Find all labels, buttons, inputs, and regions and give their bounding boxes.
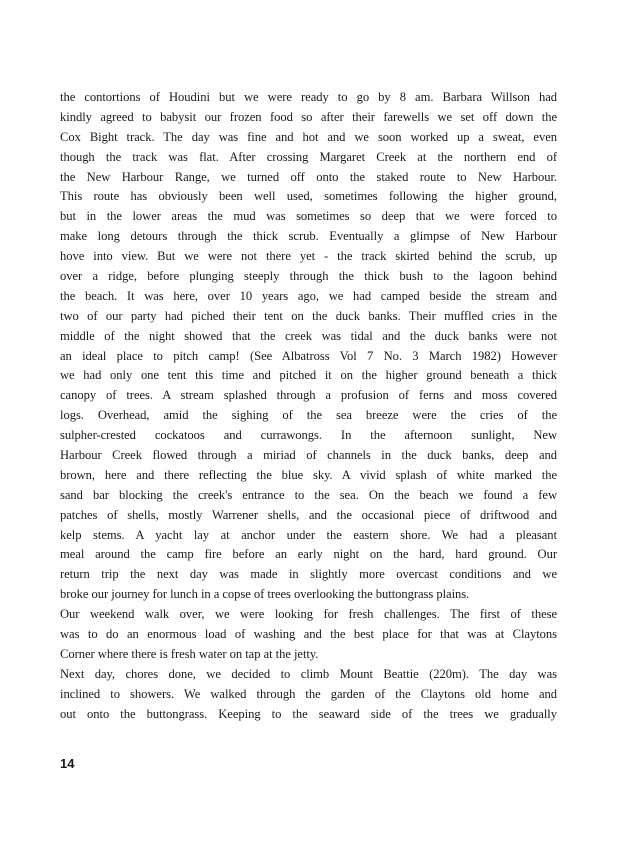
- text-line: the beach. It was here, over 10 years ago, we had camped beside the stream and: [60, 288, 557, 303]
- text-line: we had only one tent this time and pitched it on the higher ground beneath a thick: [60, 368, 557, 383]
- text-line: out onto the buttongrass. Keeping to the seaward side of the trees we gradually: [60, 706, 557, 721]
- page-number: 14: [60, 756, 75, 771]
- text-line: Harbour Creek flowed through a miriad of channels in the duck banks, deep and: [60, 448, 557, 463]
- text-line: return trip the next day was made in slightly more overcast conditions and we: [60, 567, 557, 582]
- text-line: but in the lower areas the mud was sometimes so deep that we were forced to: [60, 209, 557, 224]
- body-text: [60, 88, 557, 725]
- text-line: meal around the camp fire before an early night on the hard, hard ground. Our: [60, 547, 557, 562]
- text-line: make long detours through the thick scrub. Eventually a glimpse of New Harbour: [60, 229, 557, 244]
- text-line: Corner where there is fresh water on tap at the jetty.: [60, 646, 319, 661]
- text-line: Next day, chores done, we decided to climb Mount Beattie (220m). The day was: [60, 666, 557, 681]
- text-line: canopy of trees. A stream splashed through a profusion of ferns and moss covered: [60, 388, 557, 403]
- text-line: the contortions of Houdini but we were ready to go by 8 am. Barbara Willson had: [60, 90, 557, 104]
- text-line: the New Harbour Range, we turned off onto the staked route to New Harbour.: [60, 169, 557, 184]
- text-line: patches of shells, mostly Warrener shells, and the occasional piece of driftwood and: [60, 507, 557, 522]
- text-line: over a ridge, before plunging steeply through the thick bush to the lagoon behind: [60, 269, 557, 284]
- text-line: brown, here and there reflecting the blue sky. A vivid splash of white marked the: [60, 467, 557, 482]
- text-line: middle of the night showed that the creek was tidal and the duck banks were not: [60, 328, 557, 343]
- text-line: two of our party had piched their tent on the duck banks. Their muffled cries in the: [60, 308, 557, 323]
- text-line: sand bar blocking the creek's entrance to the sea. On the beach we found a few: [60, 487, 557, 502]
- text-line: This route has obviously been well used, sometimes following the higher ground,: [60, 189, 557, 204]
- text-line: though the track was flat. After crossing Margaret Creek at the northern end of: [60, 149, 557, 164]
- text-line: was to do an enormous load of washing and the best place for that was at Claytons: [60, 627, 557, 642]
- text-line: sulpher-crested cockatoos and currawongs. In the afternoon sunlight, New: [60, 428, 557, 443]
- text-line: kelp stems. A yacht lay at anchor under the eastern shore. We had a pleasant: [60, 527, 557, 542]
- text-line: Our weekend walk over, we were looking for fresh challenges. The first of these: [60, 607, 557, 622]
- text-line: kindly agreed to babysit our frozen food so after their farewells we set off down the: [60, 109, 557, 124]
- text-line: inclined to showers. We walked through the garden of the Claytons old home and: [60, 686, 557, 701]
- text-line: logs. Overhead, amid the sighing of the sea breeze were the cries of the: [60, 408, 557, 423]
- text-line: hove into view. But we were not there yet - the track skirted behind the scrub, up: [60, 249, 557, 264]
- text-line: an ideal place to pitch camp! (See Albatross Vol 7 No. 3 March 1982) However: [60, 348, 557, 363]
- text-line: broke our journey for lunch in a copse of trees overlooking the buttongrass plains.: [60, 587, 470, 602]
- text-line: Cox Bight track. The day was fine and hot and we soon worked up a sweat, even: [60, 129, 557, 144]
